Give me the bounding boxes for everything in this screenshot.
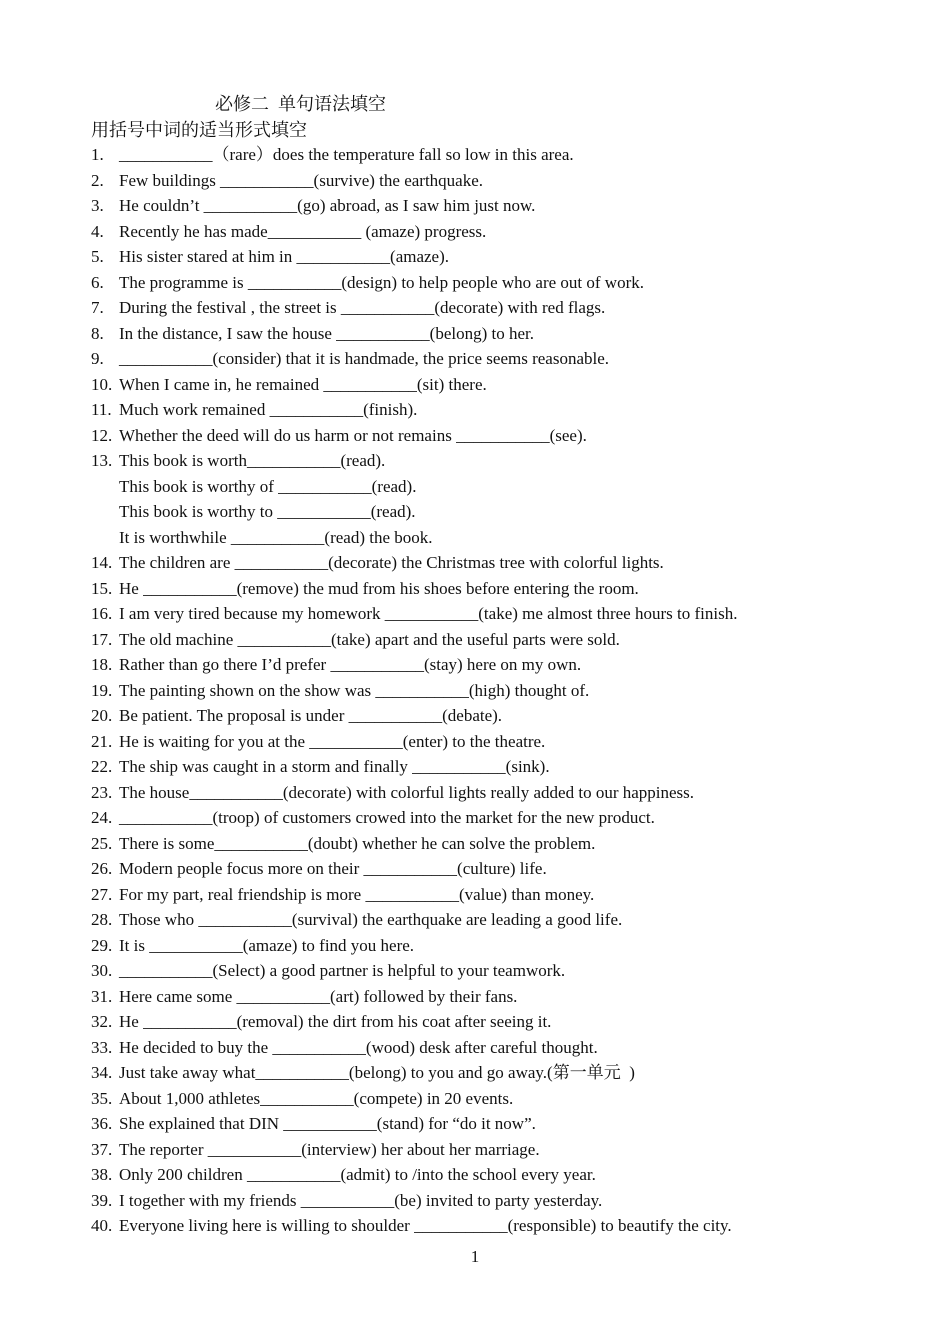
question-number: 32. — [91, 1012, 113, 1031]
question-number: 9. — [91, 349, 104, 368]
question-item — [91, 423, 910, 449]
question-item — [91, 1111, 910, 1137]
question-item — [91, 984, 910, 1010]
question-item — [91, 1213, 910, 1239]
question-item — [91, 780, 910, 806]
question-text: It is ___________(amaze) to find you here. — [119, 935, 415, 955]
question-item — [91, 550, 910, 576]
question-number: 17. — [91, 629, 113, 649]
question-text: Whether the deed will do us harm or not remains ___________(see). — [119, 425, 587, 445]
question-text: There is some___________(doubt) whether he can solve the problem. — [119, 833, 596, 853]
question-text: The children are ___________(decorate) the Christmas tree with colorful lights. — [119, 553, 664, 572]
question-item — [91, 1162, 910, 1188]
question-item — [91, 346, 910, 372]
question-item — [91, 882, 910, 908]
question-item — [91, 576, 910, 602]
question-text: He decided to buy the ___________(wood) desk after careful thought. — [119, 1037, 598, 1057]
question-text: ___________（rare）does the temperature fall so low in this area. — [119, 145, 574, 164]
question-text: His sister stared at him in ___________(amaze). — [119, 247, 450, 266]
question-text: Everyone living here is willing to shoulder ___________(responsible) to beautify the city. — [119, 1216, 732, 1235]
question-number: 5. — [91, 247, 104, 266]
question-text: The old machine ___________(take) apart and the useful parts were sold. — [119, 629, 620, 649]
question-number: 3. — [91, 196, 104, 215]
question-item — [91, 831, 910, 857]
question-text: Just take away what___________(belong) to you and go away.(第一单元 ) — [119, 1063, 635, 1082]
question-item — [91, 933, 910, 959]
question-list — [91, 142, 910, 1239]
question-text: Be patient. The proposal is under ___________(debate). — [119, 706, 503, 725]
question-text: This book is worthy to ___________(read). — [119, 502, 416, 521]
question-item — [91, 142, 910, 168]
question-number: 27. — [91, 884, 113, 904]
question-item — [91, 193, 910, 219]
question-item — [91, 525, 910, 551]
question-item — [91, 499, 910, 525]
question-item — [91, 805, 910, 831]
question-text: This book is worthy of ___________(read). — [119, 476, 417, 496]
question-number: 34. — [91, 1063, 113, 1082]
question-number: 29. — [91, 935, 113, 955]
question-number: 30. — [91, 961, 113, 980]
question-item — [91, 729, 910, 755]
question-text: He couldn’t ___________(go) abroad, as I saw him just now. — [119, 196, 536, 215]
question-text: This book is worth___________(read). — [119, 451, 386, 470]
question-text: He ___________(remove) the mud from his shoes before entering the room. — [119, 578, 639, 598]
question-number: 6. — [91, 272, 104, 292]
question-item — [91, 244, 910, 270]
question-item — [91, 1060, 910, 1086]
question-number: 28. — [91, 910, 113, 929]
question-text: When I came in, he remained ___________(sit) there. — [119, 374, 487, 394]
page-title: 必修二 单句语法填空 — [215, 94, 386, 114]
question-number: 11. — [91, 400, 112, 419]
question-text: Modern people focus more on their ___________(culture) life. — [119, 859, 547, 878]
question-item — [91, 601, 910, 627]
question-item — [91, 627, 910, 653]
question-text: The house___________(decorate) with colorful lights really added to our happiness. — [119, 782, 695, 802]
question-number: 15. — [91, 578, 113, 598]
question-text: ___________(consider) that it is handmade, the price seems reasonable. — [119, 349, 610, 368]
question-number: 25. — [91, 833, 113, 853]
question-item — [91, 652, 910, 678]
question-item — [91, 295, 910, 321]
question-text: For my part, real friendship is more ___________(value) than money. — [119, 884, 595, 904]
question-item — [91, 448, 910, 474]
question-number: 12. — [91, 425, 113, 445]
question-text: He is waiting for you at the ___________(enter) to the theatre. — [119, 731, 546, 751]
question-text: During the festival , the street is ___________(decorate) with red flags. — [119, 298, 606, 317]
question-item — [91, 958, 910, 984]
question-item — [91, 1137, 910, 1163]
question-text: The painting shown on the show was ___________(high) thought of. — [119, 680, 590, 700]
question-text: The ship was caught in a storm and finally ___________(sink). — [119, 757, 550, 776]
question-item — [91, 321, 910, 347]
question-number: 1. — [91, 145, 104, 164]
question-number: 21. — [91, 731, 113, 751]
question-text: It is worthwhile ___________(read) the book. — [119, 527, 433, 547]
question-number: 23. — [91, 782, 113, 802]
question-item — [91, 1086, 910, 1112]
question-text: Recently he has made___________ (amaze) progress. — [119, 221, 487, 241]
question-number: 31. — [91, 986, 113, 1006]
question-number: 14. — [91, 553, 113, 572]
question-text: I together with my friends ___________(be) invited to party yesterday. — [119, 1190, 603, 1210]
question-item — [91, 907, 910, 933]
question-text: He ___________(removal) the dirt from his coat after seeing it. — [119, 1012, 552, 1031]
question-item — [91, 678, 910, 704]
question-number: 38. — [91, 1165, 113, 1184]
question-number: 26. — [91, 859, 113, 878]
question-item — [91, 270, 910, 296]
question-number: 19. — [91, 680, 113, 700]
question-item — [91, 168, 910, 194]
question-text: The programme is ___________(design) to help people who are out of work. — [119, 272, 644, 292]
question-text: She explained that DIN ___________(stand) for “do it now”. — [119, 1114, 536, 1133]
question-number: 20. — [91, 706, 113, 725]
question-text: About 1,000 athletes___________(compete) in 20 events. — [119, 1088, 514, 1108]
question-number: 13. — [91, 451, 113, 470]
question-number: 4. — [91, 221, 104, 241]
question-text: Here came some ___________(art) followed by their fans. — [119, 986, 518, 1006]
question-text: The reporter ___________(interview) her about her marriage. — [119, 1139, 540, 1159]
question-number: 7. — [91, 298, 104, 317]
question-number: 39. — [91, 1190, 113, 1210]
question-item — [91, 703, 910, 729]
question-item — [91, 1035, 910, 1061]
question-number: 33. — [91, 1037, 113, 1057]
question-number: 10. — [91, 374, 113, 394]
question-text: Much work remained ___________(finish). — [119, 400, 418, 419]
question-number: 24. — [91, 808, 113, 827]
question-number: 22. — [91, 757, 113, 776]
question-number: 16. — [91, 604, 113, 623]
question-number: 2. — [91, 170, 104, 190]
question-text: Rather than go there I’d prefer ___________(stay) here on my own. — [119, 655, 582, 674]
question-text: ___________(troop) of customers crowed into the market for the new product. — [119, 808, 655, 827]
instruction: 用括号中词的适当形式填空 — [91, 120, 307, 140]
question-number: 18. — [91, 655, 113, 674]
question-item — [91, 397, 910, 423]
page-number: 1 — [470, 1247, 480, 1266]
question-item — [91, 856, 910, 882]
question-number: 37. — [91, 1139, 113, 1159]
question-item — [91, 1188, 910, 1214]
question-text: I am very tired because my homework ___________(take) me almost three hours to finish. — [119, 604, 738, 623]
question-item — [91, 1009, 910, 1035]
question-text: Only 200 children ___________(admit) to /into the school every year. — [119, 1165, 596, 1184]
question-text: Those who ___________(survival) the earthquake are leading a good life. — [119, 910, 623, 929]
question-text: In the distance, I saw the house ___________(belong) to her. — [119, 323, 534, 343]
question-item — [91, 372, 910, 398]
question-text: Few buildings ___________(survive) the earthquake. — [119, 170, 484, 190]
question-item — [91, 754, 910, 780]
question-number: 8. — [91, 323, 104, 343]
question-number: 40. — [91, 1216, 113, 1235]
question-number: 36. — [91, 1114, 113, 1133]
question-text: ___________(Select) a good partner is helpful to your teamwork. — [119, 961, 566, 980]
question-number: 35. — [91, 1088, 113, 1108]
question-item — [91, 219, 910, 245]
question-item — [91, 474, 910, 500]
